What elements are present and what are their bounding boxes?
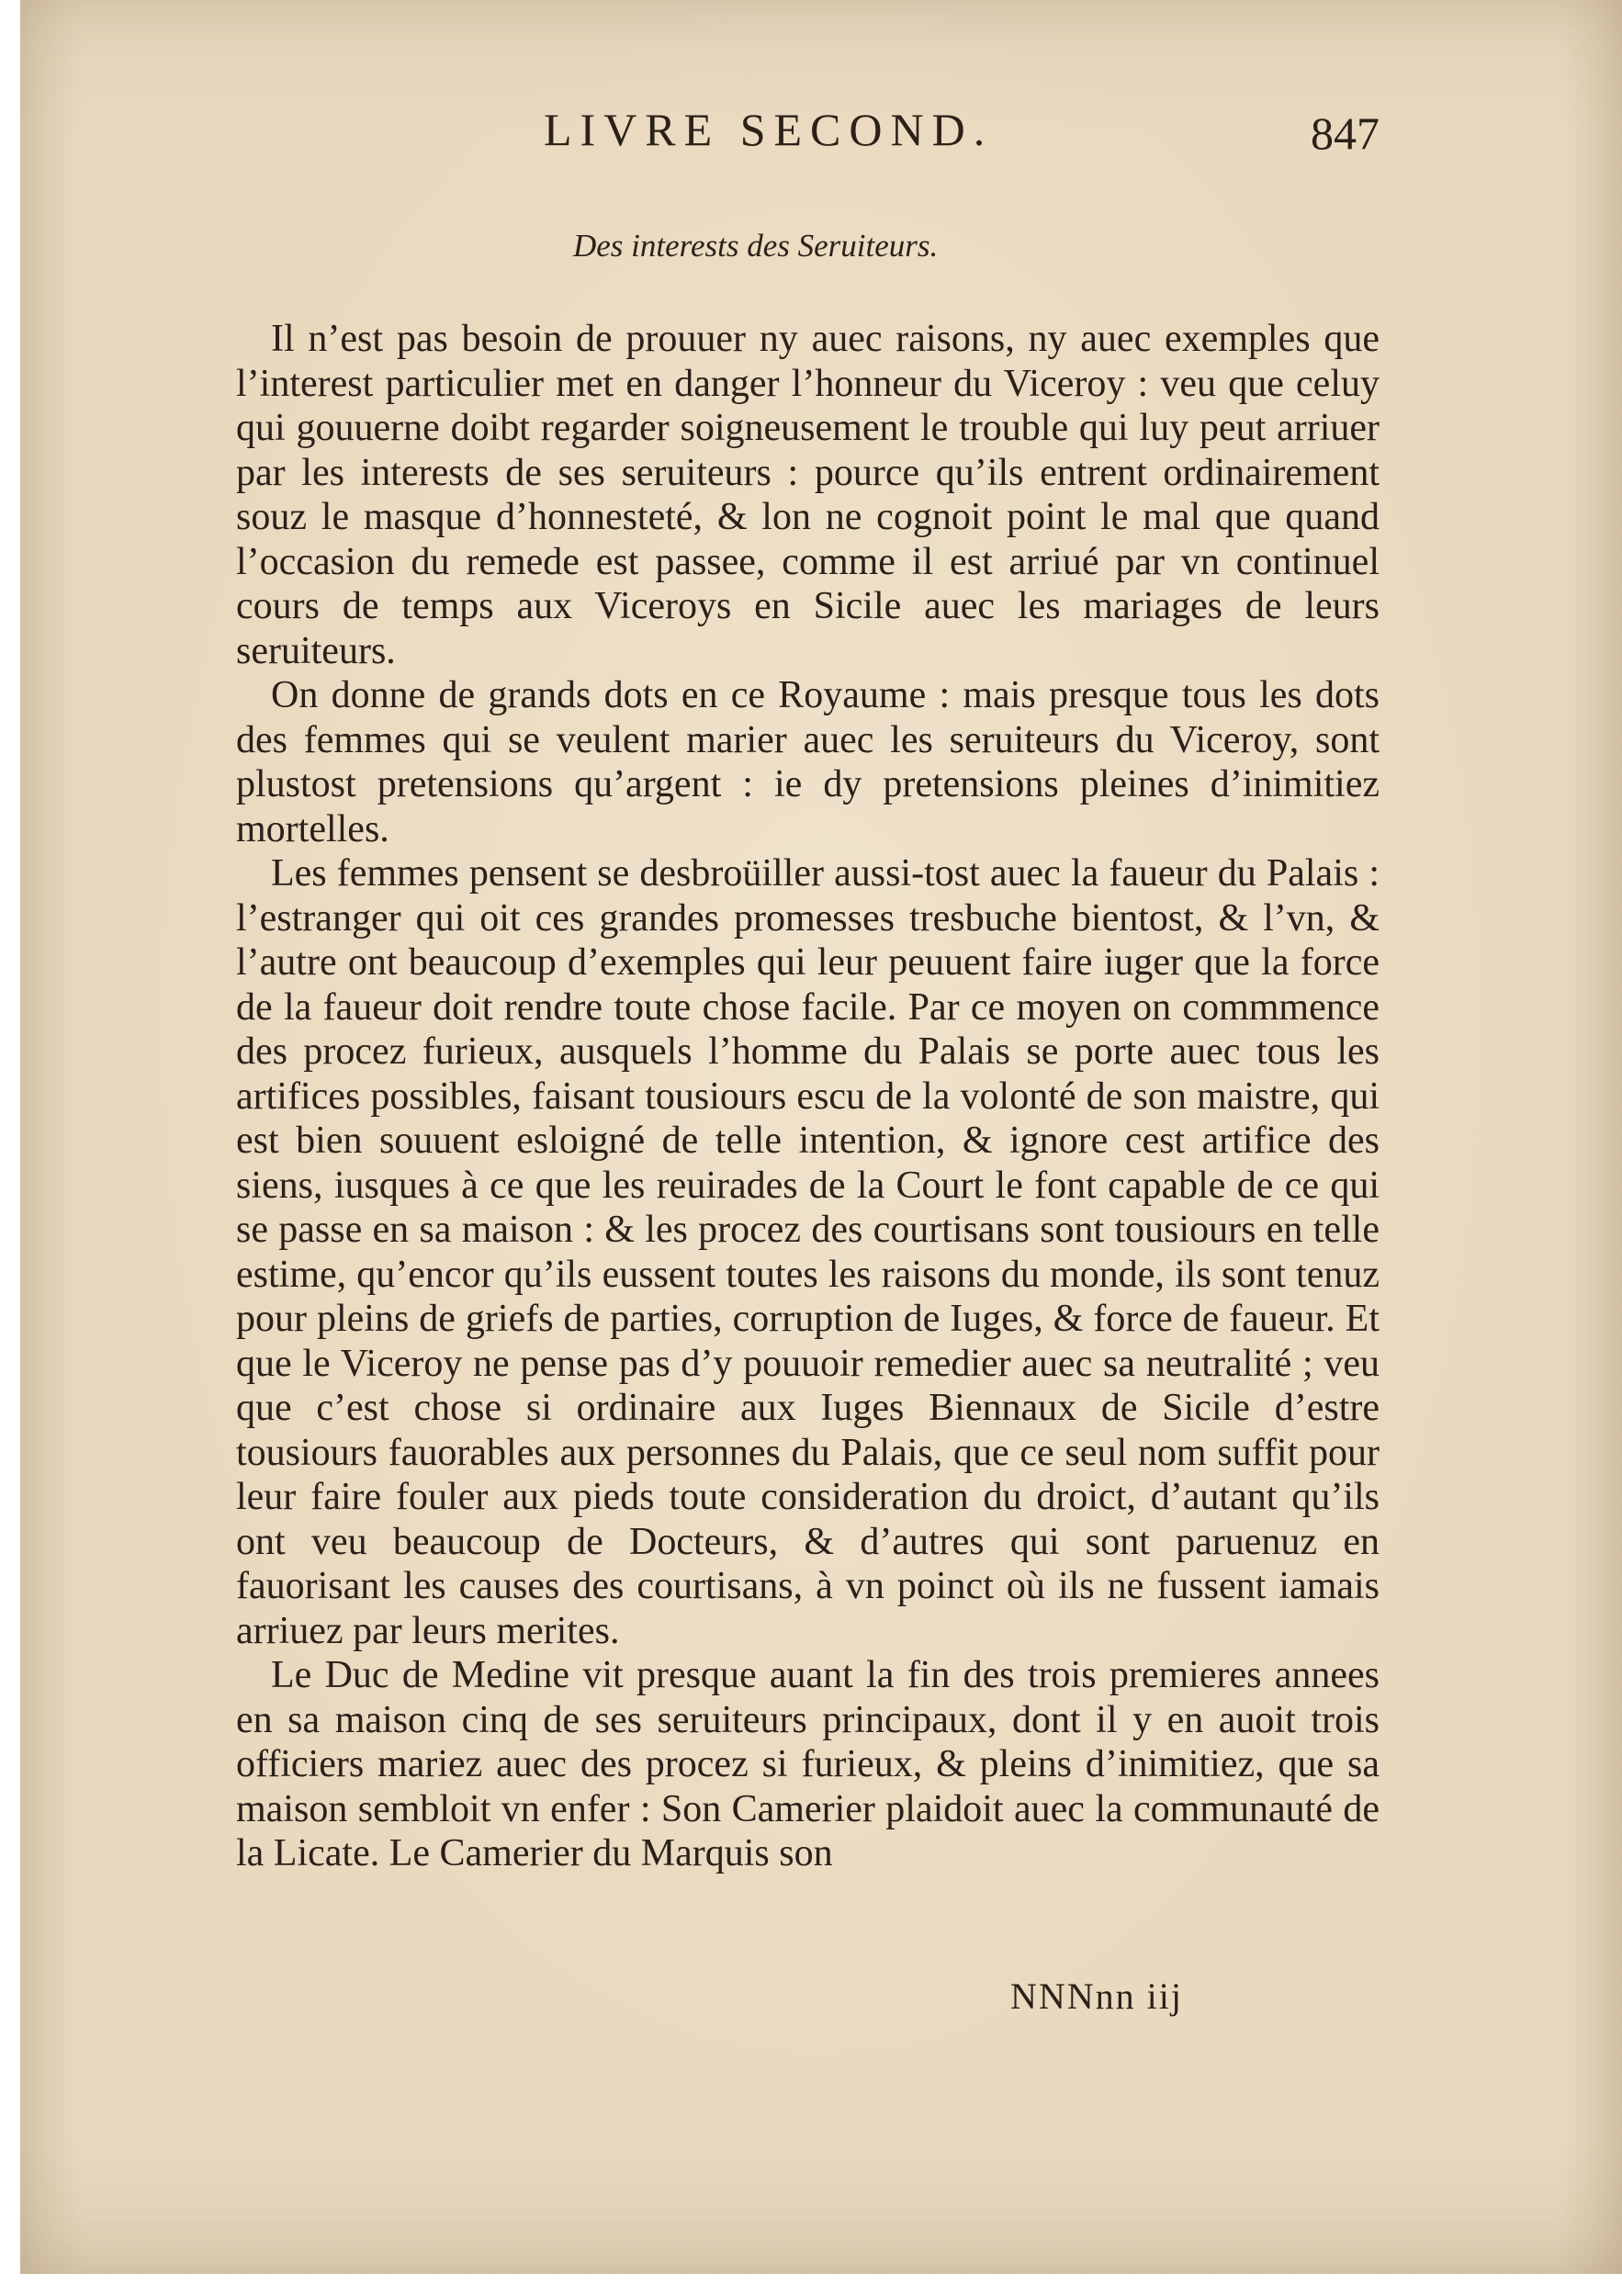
book-page [20,0,1622,2274]
paragraph: On donne de grands dots en ce Royaume : mais presque tous les dots des femmes qui se veulent marier auec les seruiteurs du Viceroy, sont plustost pretensions qu’argent : ie dy pretensions pleines d’inimitiez mortelles. [236,674,1380,850]
signature-mark: NNNnn iij [1010,1975,1183,2017]
page-number: 847 [1311,107,1380,159]
section-title: Des interests des Seruiteurs. [573,228,939,264]
paragraph: Les femmes pensent se desbroüiller aussi-tost auec la faueur du Palais : l’estranger qui oit ces grandes promesses tresbuche bientost, & l’vn, & l’autre ont beaucoup d’exemples qui leur peuuent faire iuger que la force de la faueur doit rendre toute chose facile. Par ce moyen on commmence des procez furieux, ausquels l’homme du Palais se porte auec tous les artifices possibles, faisant tousiours escu de la volonté de son maistre, qui est bien souuent esloigné de telle intention, & ignore cest artifice des siens, iusques à ce que les reuirades de la Court le font capable de ce qui se passe en sa maison : & les procez des courtisans sont tousiours en telle estime, qu’encor qu’ils eussent toutes les raisons du monde, ils sont tenuz pour pleins de griefs de parties, corruption de Iuges, & force de faueur. Et que le Viceroy ne pense pas d’y pouuoir remedier auec sa neutralité ; veu que c’est chose si ordinaire aux Iuges Biennaux de Sicile d’estre tousiours fauorables aux personnes du Palais, que ce seul nom suffit pour leur faire fouler aux pieds toute consideration du droict, d’autant qu’ils ont veu beaucoup de Docteurs, & d’autres qui sont paruenuz en fauorisant les causes des courtisans, à vn poinct où ils ne fussent iamais arriuez par leurs merites. [236,852,1380,1652]
page-header [20,103,1622,176]
paragraph: Le Duc de Medine vit presque auant la fin des trois premieres annees en sa maison cinq de ses seruiteurs principaux, dont il y en auoit trois officiers mariez auec des procez si furieux, & pleins d’inimitiez, que sa maison sembloit vn enfer : Son Camerier plaidoit auec la communauté de la Licate. Le Camerier du Marquis son [236,1654,1380,1874]
paragraph: Il n’est pas besoin de prouuer ny auec raisons, ny auec exemples que l’interest particulier met en danger l’honneur du Viceroy : veu que celuy qui gouuerne doibt regarder soigneusement le trouble qui luy peut arriuer par les interests de ses seruiteurs : pource qu’ils entrent ordinairement souz le masque d’honnesteté, & lon ne cognoit point le mal que quand l’occasion du remede est passee, comme il est arriué par vn continuel cours de temps aux Viceroys en Sicile auec les mariages de leurs seruiteurs. [236,318,1380,672]
running-head: LIVRE SECOND. [544,104,994,155]
body-text [236,317,1380,1979]
